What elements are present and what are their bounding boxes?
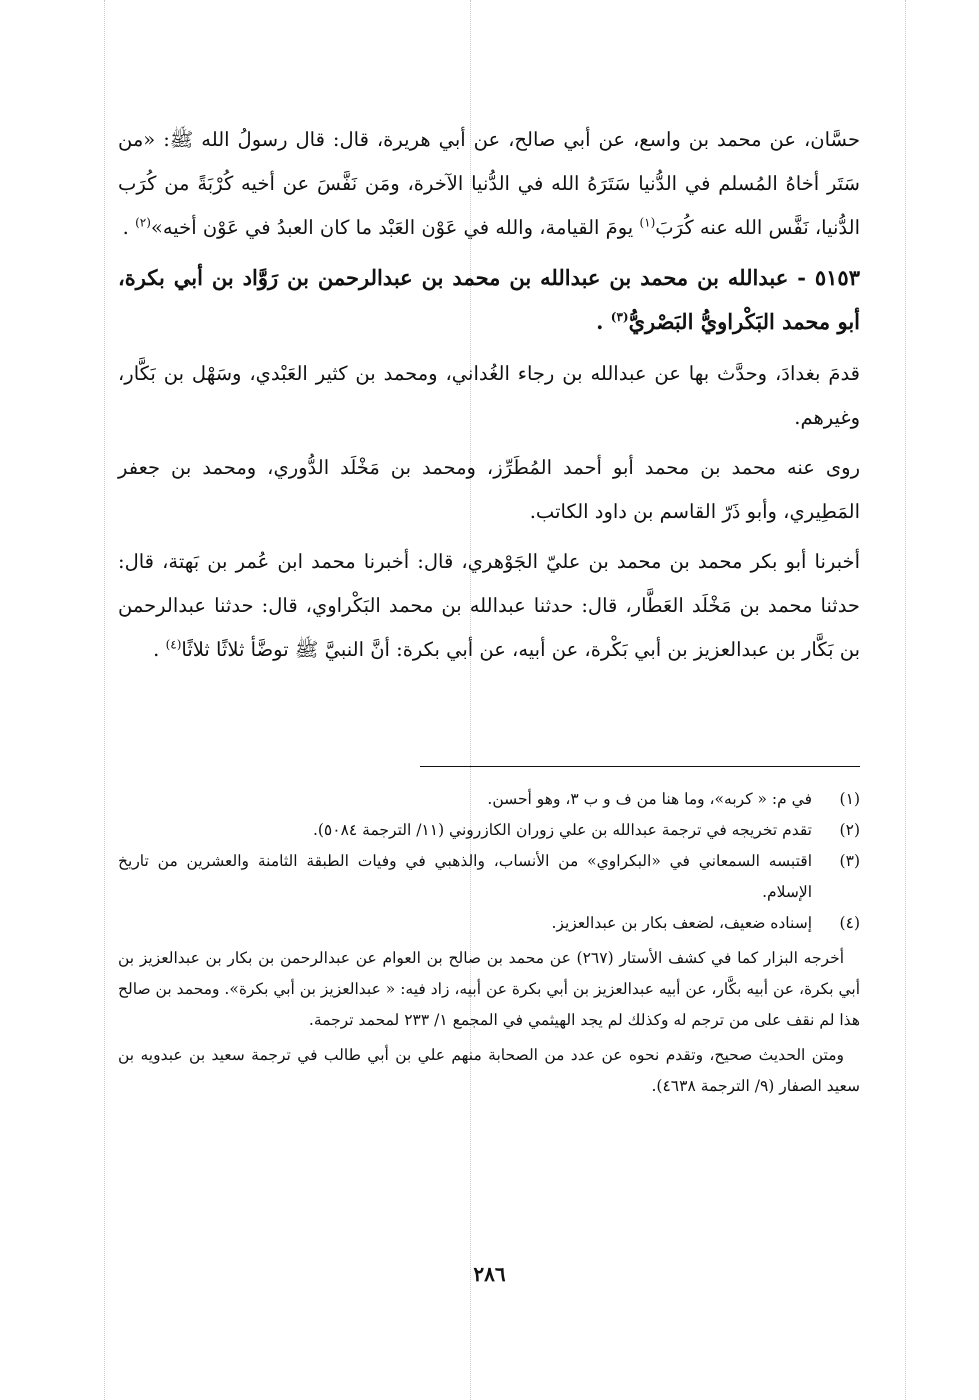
biography-paragraph: قدمَ بغدادَ، وحدَّث بها عن عبدالله بن رجاء الغُداني، ومحمد بن كثير العَبْدي، وسَهْل بن بَكَّار، وغيرهم. bbox=[118, 362, 860, 429]
footnote bbox=[118, 846, 860, 908]
entry-end: . bbox=[596, 309, 611, 334]
entry-number: ٥١٥٣ bbox=[814, 265, 860, 290]
footnote-number: (٣) bbox=[839, 852, 860, 870]
footnote-ref: (٢) bbox=[135, 215, 151, 230]
footnote-ref: (٤) bbox=[165, 637, 182, 652]
footnote-number: (١) bbox=[839, 790, 860, 808]
footnote-paragraph: أخرجه البزار كما في كشف الأستار (٢٦٧) عن محمد بن صالح بن العوام عن عبدالرحمن بن بكار بن عبدالعزيز بن أبي بكرة، عن أبيه بكَّار، عن أبيه عبدالعزيز بن أبي بكرة عن أبيه، زاد فيه: « عبدالعزيز بن أبي بكرة». ومحمد بن صالح هذا لم نقف على من ترجم له وكذلك لم يجد الهيثمي في المجمع ١/ ٢٣٣ لمحمد ترجمة. bbox=[118, 949, 860, 1029]
footnote bbox=[118, 784, 860, 815]
paragraph-continuation: يومَ القيامة، والله في عَوْن العَبْد ما كان العبدُ في عَوْن أخيه» bbox=[150, 216, 634, 239]
scan-guide-line bbox=[905, 0, 906, 1400]
footnote-paragraph: ومتن الحديث صحيح، وتقدم نحوه عن عدد من الصحابة منهم علي بن أبي طالب في ترجمة سعيد بن عبدويه بن سعيد الصفار (٩/ الترجمة ٤٦٣٨). bbox=[118, 1046, 860, 1095]
paragraph-text: أخبرنا أبو بكر محمد بن محمد بن عليّ الجَوْهري، قال: أخبرنا محمد ابن عُمر بن بَهتة، قال: حدثنا محمد بن مَخْلَد العَطَّار، قال: حدثنا عبدالله بن محمد البَكْراوي، قال: حدثنا عبدالرحمن بن بَكَّار بن عبدالعزيز بن أبي بَكْرة، عن أبيه، عن أبي بكرة: أنَّ النبيَّ ﷺ توضَّأ ثلاثًا ثلاثًا bbox=[118, 550, 860, 661]
hadith-paragraph bbox=[118, 118, 860, 250]
footnote-ref: (١) bbox=[639, 215, 656, 230]
biography-entry-heading bbox=[118, 256, 860, 344]
footnote-ref: (٣) bbox=[610, 310, 629, 324]
isnad-paragraph bbox=[118, 540, 860, 672]
paragraph-text: حسَّان، عن محمد بن واسع، عن أبي صالح، عن أبي هريرة، قال: قال رسولُ الله ﷺ: «من سَتَر أخاهُ المُسلم في الدُّنيا سَتَرَهُ الله في الدُّنيا الآخرة، ومَن نَفَّسَ عن أخيه كُرْبَةً من كُرَب الدُّنيا، نَفَّس الله عنه كُرَبَ bbox=[118, 128, 860, 239]
footnote bbox=[118, 815, 860, 846]
footnote-text: في م: « كربه»، وما هنا من ف و ب ٣، وهو أحسن. bbox=[487, 790, 812, 808]
footnote-number: (٢) bbox=[839, 821, 860, 839]
page-number: ٢٨٦ bbox=[473, 1262, 506, 1286]
scan-guide-line bbox=[104, 0, 105, 1400]
footnote-divider bbox=[420, 766, 860, 767]
footnotes bbox=[118, 784, 860, 1102]
footnote-text: إسناده ضعيف، لضعف بكار بن عبدالعزيز. bbox=[551, 914, 812, 932]
paragraph-end: . bbox=[153, 638, 166, 661]
narrators-paragraph: روى عنه محمد بن محمد أبو أحمد المُطَرِّز، ومحمد بن مَخْلَد الدُّوري، ومحمد بن جعفر المَطِيري، وأبو ذَرّ القاسم بن داود الكاتب. bbox=[118, 456, 860, 523]
entry-name: عبدالله بن محمد بن عبدالله بن محمد بن عبدالرحمن بن رَوَّاد بن أبي بكرة، أبو محمد البَكْراويُّ البَصْريُّ bbox=[118, 265, 860, 334]
paragraph-end: . bbox=[122, 216, 136, 239]
footnote-text: اقتبسه السمعاني في «البكراوي» من الأنساب، والذهبي في وفيات الطبقة الثامنة والعشرين من تاريخ الإسلام. bbox=[118, 852, 812, 901]
entry-dash: - bbox=[788, 265, 815, 290]
footnote-number: (٤) bbox=[839, 914, 860, 932]
footnote-text: تقدم تخريجه في ترجمة عبدالله بن علي زوران الكازروني (١١/ الترجمة ٥٠٨٤). bbox=[312, 821, 812, 839]
footnote bbox=[118, 908, 860, 939]
main-text bbox=[118, 118, 860, 678]
